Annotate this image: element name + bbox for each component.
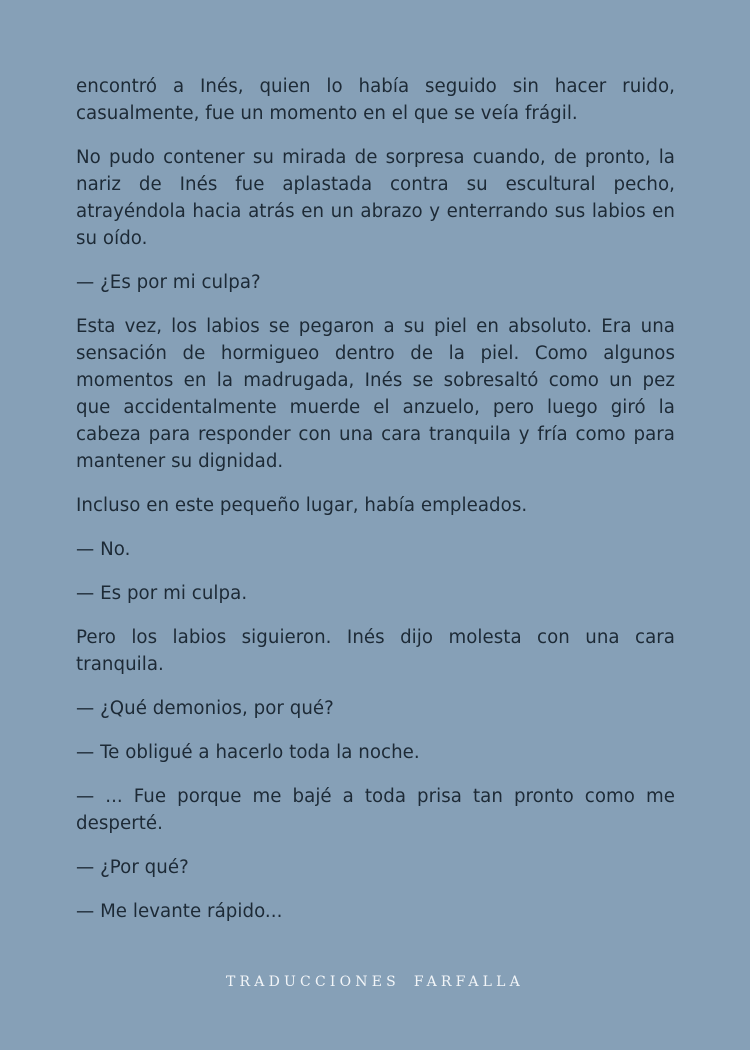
dialogue-line: — ¿Es por mi culpa?	[76, 272, 261, 293]
paragraph: No pudo contener su mirada de sorpresa cuando, de pronto, la nariz de Inés fue aplastada contra su escultural pecho, atrayéndola hacia atrás en un abrazo y enterrando sus labios en su oído.	[76, 147, 675, 249]
dialogue-line: — ¿Por qué?	[76, 857, 189, 878]
dialogue-line: — Te obligué a hacerlo toda la noche.	[76, 742, 420, 763]
page-footer	[0, 974, 750, 990]
paragraph: Pero los labios siguieron. Inés dijo molesta con una cara tranquila.	[76, 627, 675, 675]
paragraph: encontró a Inés, quien lo había seguido sin hacer ruido, casualmente, fue un momento en el que se veía frágil.	[76, 76, 675, 124]
dialogue-line: — Es por mi culpa.	[76, 583, 248, 604]
paragraph: Esta vez, los labios se pegaron a su piel en absoluto. Era una sensación de hormigueo dentro de la piel. Como algunos momentos en la madrugada, Inés se sobresaltó como un pez que accidentalmente muerde el anzuelo, pero luego giró la cabeza para responder con una cara tranquila y fría como para mantener su dignidad.	[76, 316, 675, 472]
dialogue-line: — ¿Qué demonios, por qué?	[76, 698, 334, 719]
paragraph: Incluso en este pequeño lugar, había empleados.	[76, 495, 528, 516]
page-body	[76, 73, 675, 942]
footer-word-2: FARFALLA	[413, 974, 524, 990]
footer-word-1: TRADUCCIONES	[226, 974, 400, 990]
dialogue-line: — Me levante rápido...	[76, 901, 283, 922]
dialogue-line: — ... Fue porque me bajé a toda prisa tan pronto como me desperté.	[76, 786, 675, 834]
dialogue-line: — No.	[76, 539, 131, 560]
